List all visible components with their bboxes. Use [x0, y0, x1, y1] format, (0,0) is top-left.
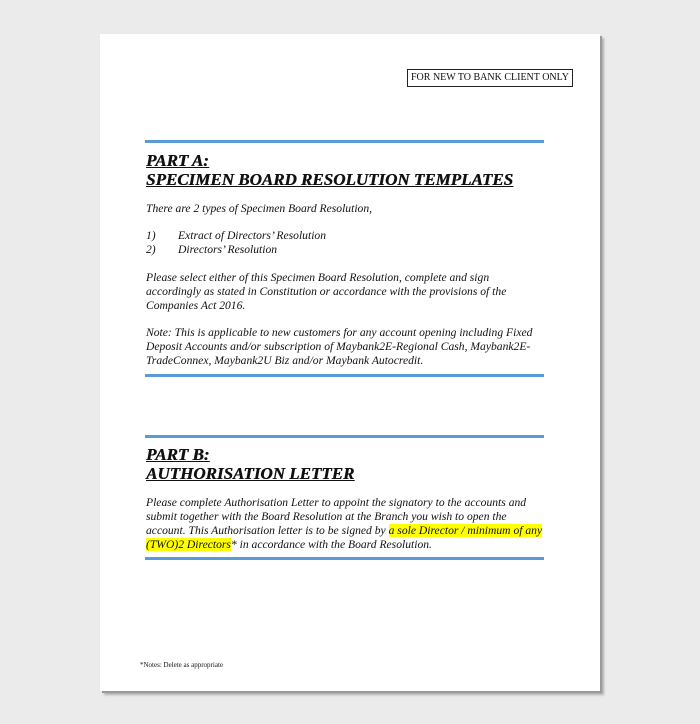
list-number: 1) — [146, 229, 156, 242]
list-number: 2) — [146, 243, 156, 256]
part-a-top-divider — [145, 140, 544, 143]
part-a-instruction: Please select either of this Specimen Board Resolution, complete and sign accordingly as stated in Constitution or accordance with the provisions of the Companies Act 2016. — [146, 271, 507, 312]
part-b-body — [146, 496, 546, 552]
part-a-note: Note: This is applicable to new customers for any account opening including Fixed Deposit Accounts and/or subscription of Maybank2E-Regional Cash, Maybank2E-TradeConnex, Maybank2U Biz and/or Maybank Autocredit. — [146, 326, 533, 367]
part-b-bottom-divider — [145, 557, 544, 560]
part-a-label: PART A: — [146, 151, 209, 170]
list-label: Extract of Directors’ Resolution — [178, 229, 327, 242]
highlighted-signatory-requirement: a sole Director / minimum of any (TWO)2 Directors — [146, 524, 543, 551]
part-b-body-text: Please complete Authorisation Letter to appoint the signatory to the accounts and submit together with the Board Resolution at the Branch you wish to open the account. This Authorisation letter is to be signed by — [146, 496, 527, 537]
part-a-bottom-divider — [145, 374, 544, 377]
part-a-title: SPECIMEN BOARD RESOLUTION TEMPLATES — [146, 170, 513, 189]
list-item — [146, 243, 277, 257]
footnote: *Notes: Delete as appropriate — [140, 661, 223, 669]
document-page — [100, 34, 600, 691]
part-b-title: AUTHORISATION LETTER — [146, 464, 355, 483]
list-label: Directors’ Resolution — [178, 243, 278, 256]
part-b-top-divider — [145, 435, 544, 438]
part-a-intro: There are 2 types of Specimen Board Resolution, — [146, 202, 373, 215]
part-b-body-suffix: * in accordance with the Board Resolution. — [230, 538, 432, 551]
new-client-badge: FOR NEW TO BANK CLIENT ONLY — [407, 69, 573, 87]
part-b-label: PART B: — [146, 445, 210, 464]
list-item — [146, 229, 326, 243]
